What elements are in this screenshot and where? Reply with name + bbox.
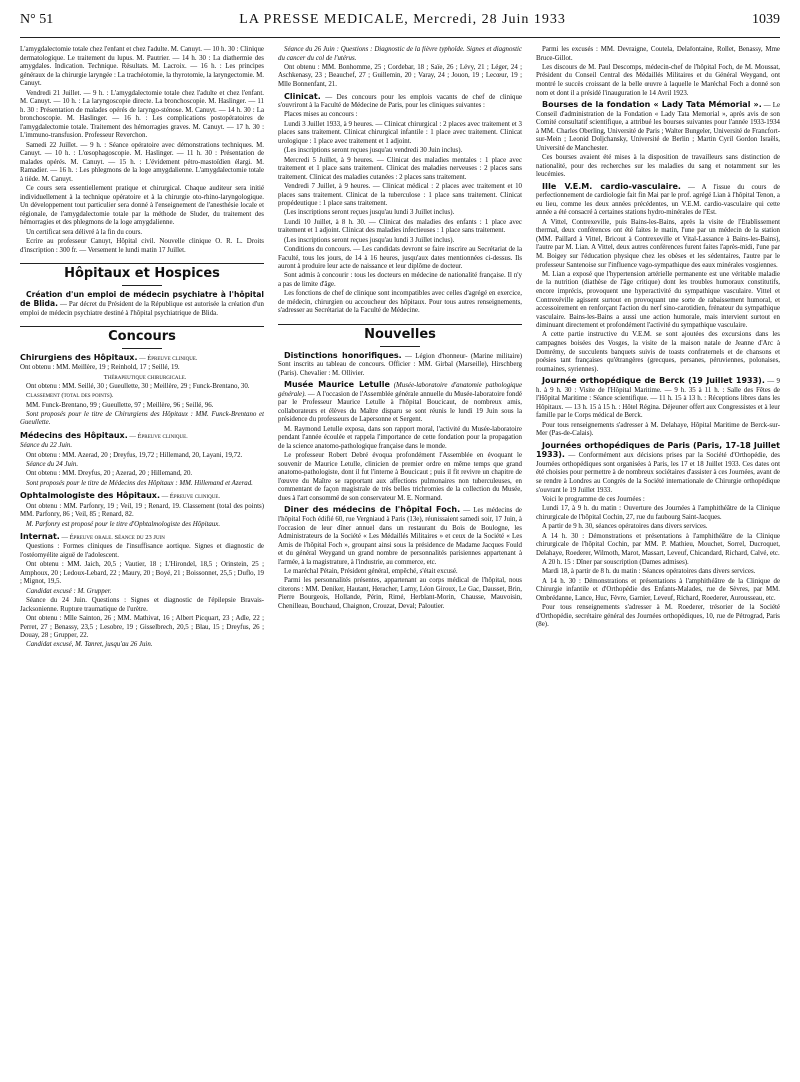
article-text: — Par décret du Président de la République est autorisée la création d'un emploi de médecin psychiatre destiné à l'hôpital psychiatrique de Blida. — [20, 301, 264, 317]
subhead: IIIe V.E.M. cardio-vasculaire. — [542, 181, 681, 191]
paragraph: Lundi 17, à 9 h. du matin : Ouverture des Journées à l'amphithéâtre de la Clinique chirurgicale de l'hôpital Cochin, 27, rue du faubourg Saint-Jacques. — [536, 505, 780, 521]
paragraph: A partir de 9 h. 30, séances opératoires dans divers services. — [542, 523, 708, 531]
paragraph: Sont admis à concourir : tous les docteurs en médecine de nationalité française. Il n'y a pas de limite d'âge. — [278, 272, 522, 288]
column-1 — [20, 46, 264, 1076]
paragraph: Un certificat sera délivré à la fin du cours. — [26, 228, 143, 236]
paragraph: Voici le programme de ces Journées : — [542, 495, 645, 503]
paragraph: Pour tous renseignements s'adresser à M. Roederer, trésorier de la Société d'Orthopédie, secrétaire général des Journées orthopédiques, 10, rue de Pétrograd, Paris (8e). — [536, 604, 780, 629]
paragraph: A 20 h. 15 : Dîner par souscription (Dames admises). — [542, 558, 689, 566]
paragraph: A Vittel, Contrexeville, puis Bains-les-Bains, après la visite de l'Etablissement thermal, deux conférences ont été faites le matin, l'une par un médecin de la station (MM. Paillard à Vittel, Bricout à Contrexeville et Vital-Lassance à Bains-les-Bains), l'autre par M. Lian. A Vittel, deux autres conférences furent faites l'après-midi, l'une par M. Boigey sur l'éducation physique chez les obèses et les sédentaires, l'autre par le professeur Santenoise sur l'influence vago-sympathique des eaux minérales vosgiennes. — [536, 218, 780, 269]
subhead-note: (Musée-laboratoire d'anatomie pathologique générale). — [278, 382, 522, 398]
label: — Épreuve orale. Séance du 23 Juin — [59, 534, 165, 542]
paragraph: Ecrire au professeur Canuyt, Hôpital civil. Nouvelle clinique O. R. L. Droits d'inscription : 300 fr. — Versement le lundi matin 17 Juillet. — [20, 238, 264, 254]
subhead: Médecins des Hôpitaux. — [20, 431, 128, 440]
paragraph: Ce cours sera essentiellement pratique et chirurgical. Chaque auditeur sera initié individuellement à la technique opératoire et à la chirurgie oto-rhino-laryngologique. Un développement tout particulier sera donné à l'enseignement de l'anesthésie locale et régionale, de l'amygdalectomie totale par la méthode de Sluder, du traitement des hémorragies et des phlegmons de la loge amygdalienne. — [20, 185, 264, 227]
title-underline — [122, 285, 162, 286]
subhead: Ophtalmologiste des Hôpitaux. — [20, 491, 160, 501]
column-2 — [278, 46, 522, 1076]
paragraph: Le professeur Robert Debré évoqua profondément l'Assemblée en évoquant le souvenir de Maurice Letulle, clinicien de premier ordre en même temps que grand anatomo-pathologiste, dont il fut l'interne à Boucicaut ; puis il fit revivre un chapitre de l'œuvre du Maître se rapportant aux affections pulmonaires non tuberculeuses, en commentant de façon magistrale de très belles trichromies de la collection du Musée, dues à l'art consommé de son conservateur M. E. Normand. — [278, 452, 522, 502]
label: — Épreuve clinique. — [160, 493, 221, 501]
label: — Épreuve clinique. — [137, 354, 198, 362]
article-text: — A l'occasion de l'Assemblée générale annuelle du Musée-laboratoire fondé par le Professeur Maurice Letulle à l'hôpital Boucicaut, de nombreux amis, collaborateurs et élèves du Maître disparu se sont réunis le lundi 19 Juin sous la présidence du professeurs de Lapersonne et Sergent. — [278, 390, 522, 424]
paragraph: Séance du 22 Juin. — [20, 442, 73, 450]
paragraph: Conditions du concours. — Les candidats devront se faire inscrire au Secrétariat de la Faculté, tous les jours, de 14 à 16 heures, jusqu'aux dates mentionnées ci-dessus. Ils auront à produire leur acte de naissance et leur diplôme de docteur. — [278, 246, 522, 271]
subhead: Musée Maurice Letulle — [284, 380, 390, 390]
paragraph: A 14 h. 30 : Démonstrations et présentations à l'amphithéâtre de la Clinique chirurgicale de l'hôpital Cochin, par MM. P. Mathieu, Mouchet, Sorrel, Ducroquet, Delahaye, Roederer, Wilmoth, Marot, Massart, Leveuf, Chicandard, Richard, Calvé, etc. — [536, 532, 780, 557]
section-title-concours: Concours — [108, 329, 176, 345]
paragraph: Ces bourses avaient été mises à la disposition de travailleurs sans distinction de nationalité, pour des recherches sur les maladies du sang et notamment sur les leucémies. — [536, 154, 780, 179]
section-divider — [20, 326, 264, 327]
issue-number: N° 51 — [20, 12, 54, 27]
article-text: — Conformément aux décisions prises par la Société d'Orthopédie, des Journées orthopédiques sont organisées à Paris, les 17 et 18 Juillet 1933. Ces dates ont été choisies pour permettre à de nombreux sociétaires d'assister à ces Journées, avant de se rendre à Londres au Congrès de la Société internationale de Chirurgie orthopédique s'ouvrant le 19 Juillet 1933. — [536, 452, 780, 494]
article-columns — [20, 46, 780, 1076]
subhead: Internat. — [20, 532, 60, 542]
paragraph: Séance du 24 Juin. — [26, 461, 79, 469]
column-3 — [536, 46, 780, 1076]
label: Thérapeutique chirurgicale. — [103, 373, 187, 381]
paragraph: Parmi les personnalités présentes, appartenant au corps médical de l'hôpital, nous citerons : MM. Deniker, Hautant, Heracher, Lamy, Léon Giroux, Le Gac, Dausset, Brin, Pierre Bourgeois, Hollande, Périn, Rimé, Herblant-Morin, Chausse, Mauvoisin, Chenilleau, Bouchaud, Chaignon, Crouzat, Deval; Paloutier. — [278, 577, 522, 611]
title-underline — [380, 346, 420, 347]
subhead: Diner des médecins de l'hôpital Foch. — [284, 505, 461, 515]
paragraph: A 14 h. 30 : Démonstrations et présentations à l'amphithéâtre de la Clinique de Chirurgie infantile et d'Orthopédie des Enfants-Malades, rue de Sèvres, par MM. Ombrédanne, Lance, Huc, Fèvre, Garnier, Leveuf, Richard, Roederer, Aurousseau, etc. — [536, 577, 780, 602]
paragraph: Séance du 24 Juin. Questions : Signes et diagnostic de l'épilepsie Bravais-Jacksonienne. Rupture traumatique de l'urètre. — [20, 597, 264, 613]
paragraph: (Les inscriptions seront reçues jusqu'au lundi 3 Juillet inclus). — [284, 236, 455, 244]
paragraph: Ont obtenu : Mlle Sainton, 26 ; MM. Mathivat, 16 ; Albert Picquart, 23 ; Adle, 22 ; Perret, 27 ; Benassy, 23,5 ; Lesobre, 19 ; Gisselbrech, 20,5 ; Blau, 15 ; Dreyfus, 26 ; Douay, 28 ; Grupper, 22. — [20, 614, 264, 640]
article-text: — 9 h. à 9 h. 30 : Visite de l'Hôpital Maritime. — 9 h. 35 à 11 h. : Salle des Fêtes de l'Hôpital Maritime : Séance scientifique. — 11 h. 15 à 13 h. : Réceptions libres dans les Hôpitaux. — 13 h. 15 à 15 h. : Hôtel Régina. Déjeuner offert aux Congressistes et à leur famille par le Corps médical de Berck. — [536, 378, 780, 420]
paragraph: Lundi 3 Juillet 1933, à 9 heures. — Clinicat chirurgical : 2 places avec traitement et 3 places sans traitement. Clinicat chirurgical infantile : 1 place avec traitement. Clinicat urologique : 1 place avec traitement et 1 adjoint. — [278, 120, 522, 145]
page-number: 1039 — [752, 12, 780, 27]
paragraph: Mardi 18, à partir de 8 h. du matin : Séances opératoires dans divers services. — [542, 568, 756, 576]
subhead: Bourses de la fondation « Lady Tata Mémorial ». — [542, 100, 762, 110]
paragraph: Sont proposés pour le titre de Médecins des Hôpitaux : MM. Hillemand et Azerad. — [26, 479, 253, 487]
paragraph: (Les inscriptions seront reçues jusqu'au vendredi 30 Juin inclus). — [284, 147, 463, 155]
article-lede: Création d'un emploi de médecin psychiatre à l'hôpital de Blida. — [20, 289, 264, 309]
paragraph: Les discours de M. Paul Descomps, médecin-chef de l'hôpital Foch, de M. Moussat, Président du Conseil Central des Médaillés Militaires et du Général Weygand, ont montré le succès croissant de la belle œuvre à laquelle le Maréchal Foch a donné son nom et dont il a présidé l'inauguration le 14 Avril 1923. — [536, 63, 780, 97]
subhead: Journée orthopédique de Berck (19 Juillet 1933). — [542, 376, 765, 386]
paragraph: Ont obtenu : MM. Dreyfus, 20 ; Azerad, 20 ; Hillemand, 20. — [26, 470, 193, 478]
section-title-hopitaux: Hôpitaux et Hospices — [64, 266, 220, 282]
paragraph: Ont obtenu : MM. Parfonry, 19 ; Veil, 19 ; Renard, 19. Classement (total des points) MM. Parfonry, 86 ; Veil, 85 ; Renard, 82. — [20, 502, 264, 519]
section-divider — [20, 263, 264, 264]
paragraph: (Les inscriptions seront reçues jusqu'au lundi 3 Juillet inclus). — [284, 209, 455, 217]
paragraph: Parmi les excusés : MM. Devraigne, Coutela, Delafontaine, Rollet, Benassy, Mme Bruce-Gillot. — [536, 46, 780, 62]
paragraph: Vendredi 7 Juillet, à 9 heures. — Clinicat médical : 2 places avec traitement et 10 places sans traitement. Clinicat de la tuberculose : 1 place sans traitement. Clinicat propédeutique : 1 place sans traitement. — [278, 182, 522, 208]
paragraph: Le maréchal Pétain, Président général, empêché, s'était excusé. — [284, 568, 458, 576]
article-text: — Les médecins de l'hôpital Foch édifié 60, rue Vergniaud à Paris (13e), réunissaient samedi soir, 17 Juin, à l'occasion de leur dîner annuel dans un restaurant du Bois de Boulogne, les Administrateurs de la Société « Les Médaillés Militaires » et ceux de la Société « Les Amis de l'hôpital Foch », groupant ainsi sous la présidence de Madame Jacques Fould et du général Weygand un grand nombre de personnalités parisiennes appartenant à l'armée, à la magistrature, à l'industrie, au commerce, etc. — [278, 507, 522, 566]
paragraph: Ont obtenu : MM. Bonhomme, 25 ; Cordebar, 18 ; Saïe, 26 ; Lévy, 21 ; Léger, 24 ; Aschkenasy, 23 ; Beauchef, 27 ; Guillemin, 20 ; Varay, 24 ; Jouon, 19 ; Lecœur, 19 ; Mlle Bonnenfant, 21. — [278, 63, 522, 88]
paragraph: Ont obtenu : MM. Meillère, 19 ; Reinhold, 17 ; Seillé, 19. — [20, 364, 180, 372]
subhead: Journées orthopédiques de Paris (Paris, 17-18 Juillet 1933). — [536, 440, 780, 460]
paragraph: Ont obtenu : MM. Jaich, 20,5 ; Vautier, 18 ; L'Hirondel, 18,5 ; Orinstein, 25 ; Amphoux, 20 ; Ledoux-Lebard, 22 ; Maury, 20 ; Boyé, 21 ; Boissonnet, 25,5 ; Duflo, 19 ; Mignot, 19,5. — [20, 561, 264, 586]
subhead: Clinicat. — [284, 91, 321, 101]
paragraph: Ont obtenu : MM. Azerad, 20 ; Dreyfus, 19,72 ; Hillemand, 20, Layani, 19,72. — [26, 451, 243, 459]
paragraph: Ont obtenu : MM. Seillé, 30 ; Gueullette, 30 ; Meillère, 29 ; Funck-Brentano, 30. — [26, 382, 250, 390]
paragraph: Lundi 10 Juillet, à 8 h. 30. — Clinicat des maladies des enfants : 1 place avec traitement et 1 adjoint. Clinicat des maladies infectieuses : 1 place sans traitement. — [278, 218, 522, 235]
paragraph: L'amygdalectomie totale chez l'enfant et chez l'adulte. M. Canuyt. — 10 h. 30 : Clinique dermatologique. Le traitement du lupus. M. Pautrier. — 14 h. 30 : La diathermie des amygdales. Indication. Technique. Résultats. M. Lacroix. — 16 h. : Les principes généraux de la chirurgie laryngée : La trachéotomie, la thyrotomie, la laryngectomie. M. Canuyt. — [20, 46, 264, 88]
paragraph: Pour tous renseignements s'adresser à M. Delahaye, Hôpital Maritime de Berck-sur-Mer (Pas-de-Calais). — [536, 421, 780, 438]
paragraph: Vendredi 21 Juillet. — 9 h. : L'amygdalectomie totale chez l'adulte et chez l'enfant. M. Canuyt. — 10 h. : La laryngoscopie directe. La bronchoscopie. M. Haslinger. — 11 h. 30 : Présentation de malades opérés de laryngo-sténose. M. Canuyt. — 14 h. 30 : La bronchoscopie. M. Haslinger. — 16 h. : Les complications postopératoires de l'amygdalectomie totale. Traitement des hémorragies graves. M. Canuyt. — 17 h. 30 : L'immuno-transfusion. Professeur Reverchon. — [20, 89, 264, 140]
paragraph: MM. Funck-Brentano, 99 ; Gueullette, 97 ; Meillère, 96 ; Seillé, 96. — [26, 401, 214, 409]
paragraph: Places mises au concours : — [284, 111, 358, 119]
paragraph: Sont proposés pour le titre de Chirurgiens des Hôpitaux : MM. Funck-Brentano et Gueullette. — [20, 410, 264, 427]
paragraph: A cette partie instructive du V.E.M. se sont ajoutées des excursions dans les campagnes boisées des Vosges, la visite de la maison natale de Jeanne d'Arc à Domrémy, de succulents banquets suivis de toasts confraternels et de chansons et poésies tant françaises qu'étrangères (grecques, persanes, péruviennes, polonaises, roumaines, syriennes). — [536, 331, 780, 373]
article-text: — A l'issue du cours de perfectionnement de cardiologie fait fin Mai par le prof. agrégé Lian à l'hôpital Tenon, a eu lieu, comme les deux années précédentes, un V.E.M. cardio-vasculaire qui cette année a été consacré à certaines stations hydro-minérales de l'Est. — [536, 183, 780, 217]
paragraph: M. Raymond Letulle exposa, dans son rapport moral, l'activité du Musée-laboratoire pendant l'année écoulée et rappela l'importance de cette fondation pour la propagation de la science anatomo-pathologique française dans le monde. — [278, 425, 522, 450]
subhead: Chirurgiens des Hôpitaux. — [20, 352, 138, 362]
section-divider — [278, 324, 522, 325]
paragraph: Les fonctions de chef de clinique sont incompatibles avec celles d'agrégé en exercice, de médecin, chirurgien ou accoucheur des hôpitaux. Pour tous autres renseignements, s'adresser au Secrétariat de la Faculté de Médecine. — [278, 290, 522, 315]
paragraph: M. Parfonry est proposé pour le titre d'Ophtalmologiste des Hôpitaux. — [26, 520, 221, 528]
section-title-nouvelles: Nouvelles — [364, 326, 436, 342]
article-text: — Des concours pour les emplois vacants de chef de clinique s'ouvriront à la Faculté de Médecine de Paris, pour les cliniques suivantes : — [278, 93, 522, 110]
paragraph: M. Lian a exposé que l'hypertension artérielle permanente est une véritable maladie de la nutrition (diathèse de l'âge critique) dont les troubles humoraux constitutifs, encore imprécis, provoquent une hyperactivité du sympathique vasculaire. Vittel et Contrexéville agissent surtout en provoquant une sorte de rabaissement humoral, et accessoirement en renforçant l'action du nerf sino-carotidien, frénateur du sympathique vasculaire. Bains-les-Bains a aussi une action humorale, mais intervient surtout en diminuant directement et profondément l'activité du sympathique vasculaire. — [536, 270, 780, 330]
paragraph: Candidat excusé, M. Tanret, jusqu'au 26 Juin. — [26, 641, 153, 649]
paragraph: Candidat excusé : M. Grupper. — [26, 587, 112, 595]
article-text: — Le Conseil d'administration de la Fondation « Lady Tata Memorial », après avis de son Comité consultatif scientifique, a attribué les bourses suivantes pour l'année 1933-1934 à MM. Charles Oberling, Université de Paris ; Walter Bungeler, Université de Francfort-sur-Mein ; Leonid Doljchansky, Université de Berlin ; Martin Cyril Gordon Israëls, Université de Manchester. — [536, 102, 780, 152]
title-underline — [122, 348, 162, 349]
article-text: — Légion d'honneur- (Marine militaire) Sont inscrits au tableau de concours. Officier : MM. Girbal (Marseille), Hirschberg (Paris). Chevalier : M. Ollivier. — [278, 352, 522, 377]
label: — Épreuve clinique. — [127, 433, 188, 440]
label: Classement (total des points). — [26, 392, 114, 400]
journal-title: LA PRESSE MEDICALE, Mercredi, 28 Juin 1933 — [239, 12, 566, 27]
page-header — [20, 12, 780, 38]
paragraph: Questions : Formes cliniques de l'insuffisance aortique. Signes et diagnostic de l'ostéomyélite aiguë de l'adolescent. — [20, 543, 264, 559]
paragraph: Samedi 22 Juillet. — 9 h. : Séance opératoire avec démonstrations techniques. M. Canuyt. — 10 h. : L'œsophagoscopie. M. Haslinger. — 11 h. 30 : Présentation de malades opérés. M. Canuyt. — 15 h. : L'évidement pétro-mastoïdien élargi. M. Ramadier. — 16 h. : Les phlegmons de la loge amygdalienne. L'amygdalectomie totale à tiède. M. Canuyt. — [20, 141, 264, 183]
subhead: Distinctions honorifiques. — [284, 350, 402, 360]
paragraph: Séance du 26 Juin : Questions : Diagnostic de la fièvre typhoïde. Signes et diagnostic du cancer du col de l'utérus. — [278, 46, 522, 62]
paragraph: Mercredi 5 Juillet, à 9 heures. — Clinicat des maladies mentales : 1 place avec traitement et 1 place sans traitement. Clinicat des maladies nerveuses : 2 places sans traitement. Clinicat des maladies cutanées : 2 places sans traitement. — [278, 156, 522, 181]
